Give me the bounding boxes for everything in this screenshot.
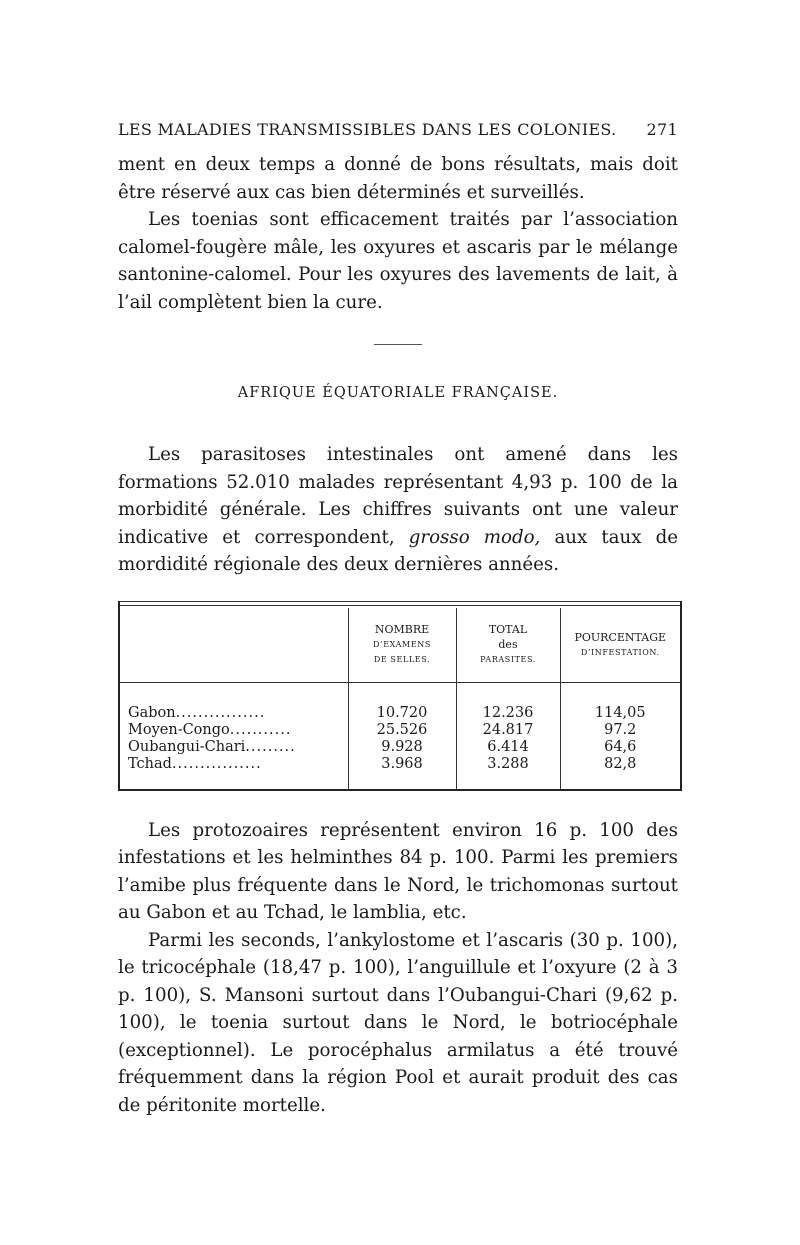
header-pct-l2: D’INFESTATION. <box>580 647 660 657</box>
running-head <box>118 120 678 139</box>
cell-exams: 10.720 <box>348 682 456 722</box>
header-exams <box>348 608 456 683</box>
intro-text-end: aux taux de mordidité régionale des deux dernières années. <box>118 526 678 575</box>
intro-italic: grosso modo, <box>408 526 541 548</box>
cell-total: 3.288 <box>456 756 560 789</box>
book-page <box>118 120 678 1119</box>
infestation-table <box>118 601 682 791</box>
header-region <box>120 608 348 683</box>
cell-exams: 9.928 <box>348 739 456 756</box>
header-pct-l1: POURCENTAGE <box>574 630 667 644</box>
table-row <box>120 756 680 789</box>
paragraph-continuation: ment en deux temps a donné de bons résultats, mais doit être réservé aux cas bien déterminés et surveillés. <box>118 154 678 203</box>
section-title: AFRIQUE ÉQUATORIALE FRANÇAISE. <box>237 385 559 401</box>
table-header-row <box>120 608 680 683</box>
cell-region: Oubangui-Chari......... <box>128 738 296 755</box>
table-row <box>120 682 680 722</box>
header-pct <box>560 608 680 683</box>
header-exams-l3: DE SELLES. <box>373 655 431 664</box>
cell-total: 24.817 <box>456 722 560 739</box>
paragraph-toenias: Les toenias sont efficacement traités par l’association calomel-fougère mâle, les oxyures et ascaris par le mélange santonine-calomel. Pour les oxyures des lavements de lait, à l’ail complètent bien la cure. <box>118 209 678 313</box>
running-head-title: LES MALADIES TRANSMISSIBLES DANS LES COLONIES. <box>118 120 617 139</box>
cell-pct: 114,05 <box>560 682 680 722</box>
header-total-l3: PARASITES. <box>480 655 536 664</box>
paragraph-protozoaires: Les protozoaires représentent environ 16 p. 100 des infestations et les helminthes 84 p. 100. Parmi les premiers l’amibe plus fréquente dans le Nord, le trichomonas surtout au Gabon et au Tchad, le lamblia, etc. <box>118 819 678 923</box>
header-total-l1: TOTAL <box>488 623 528 636</box>
paragraph-intro <box>118 441 678 579</box>
section-divider <box>374 344 422 345</box>
cell-region: Moyen-Congo........... <box>128 721 292 738</box>
cell-pct: 97.2 <box>560 722 680 739</box>
cell-exams: 3.968 <box>348 756 456 789</box>
header-total-l2: des <box>498 638 518 651</box>
paragraph-helminthes: Parmi les seconds, l’ankylostome et l’ascaris (30 p. 100), le tricocéphale (18,47 p. 100), l’anguillule et l’oxyure (2 à 3 p. 100), S. Mansoni surtout dans l’Oubangui-Chari (9,62 p. 100), le toenia surtout dans le Nord, le botriocéphale (exceptionnel). Le porocéphalus armilatus a été trouvé fréquemment dans la région Pool et aurait produit des cas de péritonite mortelle. <box>118 929 678 1116</box>
page-number: 271 <box>646 120 678 139</box>
header-total <box>456 608 560 683</box>
cell-region: Tchad................ <box>128 755 262 772</box>
cell-total: 12.236 <box>456 682 560 722</box>
cell-pct: 64,6 <box>560 739 680 756</box>
cell-region: Gabon................ <box>128 704 266 721</box>
cell-pct: 82,8 <box>560 756 680 789</box>
cell-total: 6.414 <box>456 739 560 756</box>
cell-exams: 25.526 <box>348 722 456 739</box>
table-row <box>120 722 680 739</box>
header-exams-l2: D’EXAMENS <box>373 640 431 649</box>
table-row <box>120 739 680 756</box>
intro-text-start: Les parasitoses intestinales ont amené dans les formations 52.010 malades représentant 4,93 p. 100 de la morbidité générale. Les chiffres suivants ont une valeur indicative et correspondent, <box>118 444 678 548</box>
header-exams-l1: NOMBRE <box>374 623 430 636</box>
